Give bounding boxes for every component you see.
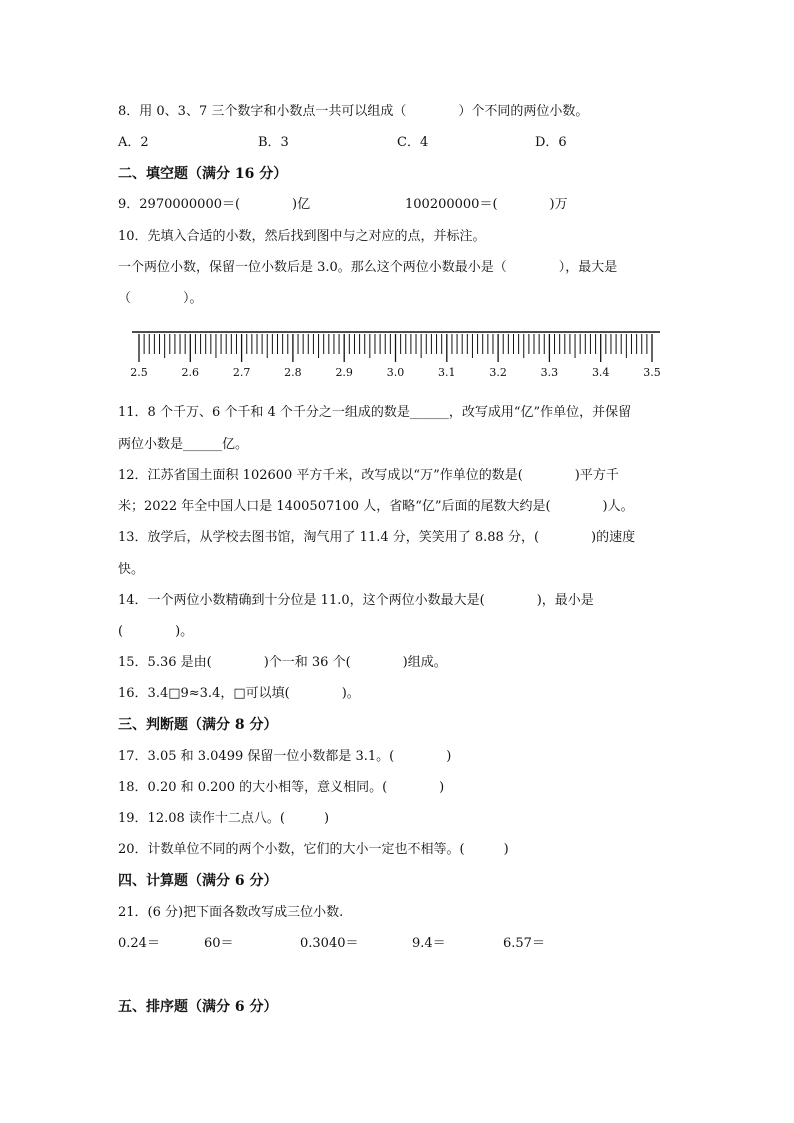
q8-option-a: A．2 bbox=[118, 135, 149, 150]
section-3-heading: 三、判断题（满分 8 分） bbox=[118, 717, 278, 733]
ruler-label: 3.3 bbox=[540, 366, 559, 379]
question-18: 18．0.20 和 0.200 的大小相等，意义相同。( ) bbox=[118, 780, 445, 795]
section-2-heading: 二、填空题（满分 16 分） bbox=[118, 166, 288, 182]
question-21-stem: 21．(6 分)把下面各数改写成三位小数. bbox=[118, 905, 344, 920]
question-10-stem: 10．先填入合适的小数，然后找到图中与之对应的点，并标注。 bbox=[118, 229, 486, 244]
question-15: 15．5.36 是由( )个一和 36 个( )组成。 bbox=[118, 655, 447, 670]
question-10-line3: （ ）。 bbox=[118, 291, 203, 306]
section-5-heading: 五、排序题（满分 6 分） bbox=[118, 999, 278, 1015]
q21-item-3: 0.3040＝ bbox=[300, 936, 359, 951]
ruler-label: 3.4 bbox=[591, 366, 610, 379]
ruler-label: 3.2 bbox=[489, 366, 507, 379]
question-9a: 9．2970000000＝( )亿 bbox=[118, 197, 311, 212]
question-11-line2: 两位小数是______亿。 bbox=[118, 437, 249, 452]
question-8-stem: 8．用 0、3、7 三个数字和小数点一共可以组成（ ）个不同的两位小数。 bbox=[118, 104, 589, 119]
ruler-label: 3.0 bbox=[386, 366, 405, 379]
q21-item-5: 6.57＝ bbox=[503, 936, 545, 951]
ruler-label: 2.5 bbox=[130, 366, 148, 379]
question-20: 20．计数单位不同的两个小数，它们的大小一定也不相等。( ) bbox=[118, 842, 509, 857]
ruler-label: 3.5 bbox=[643, 366, 661, 379]
section-4-heading: 四、计算题（满分 6 分） bbox=[118, 873, 278, 889]
question-19: 19．12.08 读作十二点八。( ) bbox=[118, 811, 330, 826]
question-14-line2: ( )。 bbox=[118, 624, 194, 639]
q21-item-1: 0.24＝ bbox=[118, 936, 160, 951]
ruler-label: 2.6 bbox=[181, 366, 200, 379]
q21-item-4: 9.4＝ bbox=[412, 936, 446, 951]
question-10-line2: 一个两位小数，保留一位小数后是 3.0。那么这个两位小数最小是（ ），最大是 bbox=[118, 260, 618, 275]
question-12-line1: 12．江苏省国土面积 102600 平方千米，改写成以“万”作单位的数是( )平方千 bbox=[118, 468, 619, 483]
question-11-line1: 11．8 个千万、6 个千和 4 个千分之一组成的数是______，改写成用“亿”作单位，并保留 bbox=[118, 405, 632, 420]
question-17: 17．3.05 和 3.0499 保留一位小数都是 3.1。( ) bbox=[118, 749, 452, 764]
question-12-line2: 米；2022 年全中国人口是 1400507100 人，省略“亿”后面的尾数大约是( )人。 bbox=[118, 499, 634, 514]
question-9b: 100200000＝( )万 bbox=[405, 197, 568, 212]
question-13-line2: 快。 bbox=[118, 562, 145, 577]
ruler-label: 3.1 bbox=[438, 366, 456, 379]
question-14-line1: 14．一个两位小数精确到十分位是 11.0，这个两位小数最大是( )，最小是 bbox=[118, 593, 594, 608]
question-16: 16．3.4□9≈3.4，□可以填( )。 bbox=[118, 686, 360, 701]
question-13-line1: 13．放学后，从学校去图书馆，淘气用了 11.4 分，笑笑用了 8.88 分，( )的速度 bbox=[118, 530, 636, 545]
q8-option-b: B．3 bbox=[258, 135, 289, 150]
ruler-label: 2.7 bbox=[232, 366, 251, 379]
ruler-label: 2.8 bbox=[284, 366, 302, 379]
q8-option-c: C．4 bbox=[397, 135, 429, 150]
q21-item-2: 60＝ bbox=[204, 936, 234, 951]
q8-option-d: D．6 bbox=[535, 135, 567, 150]
number-line-ruler bbox=[0, 0, 794, 400]
ruler-label: 2.9 bbox=[335, 366, 353, 379]
